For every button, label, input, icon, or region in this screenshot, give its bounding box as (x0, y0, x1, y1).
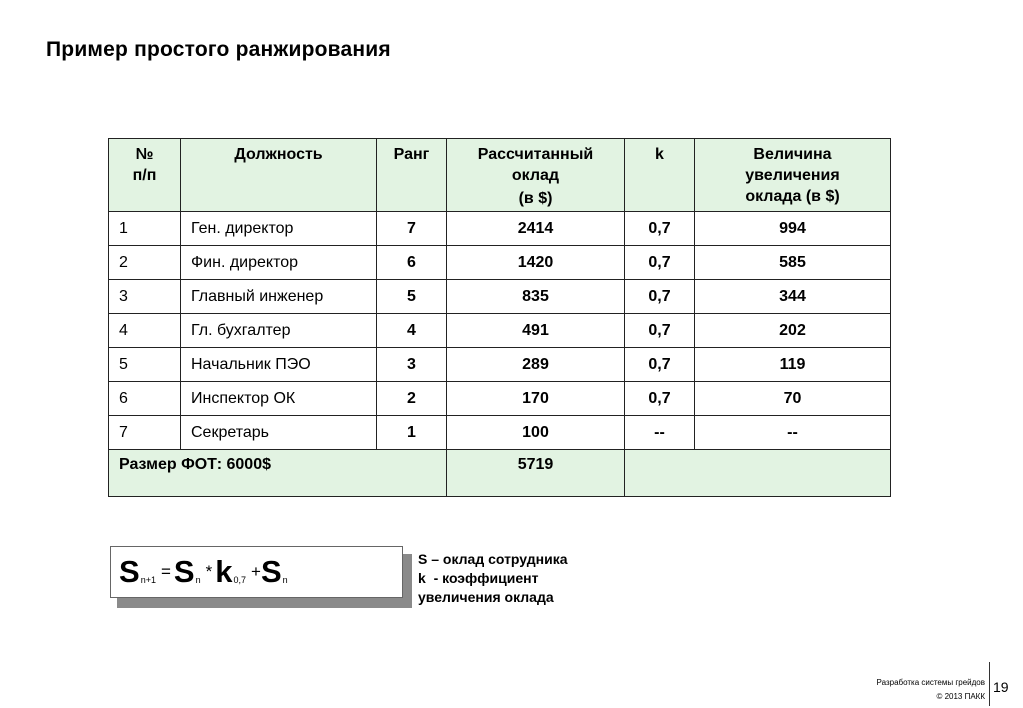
total-empty (625, 450, 891, 497)
row-k: 0,7 (625, 212, 695, 246)
header-increase (695, 139, 891, 212)
row-rank: 2 (377, 382, 447, 416)
row-increase: 994 (695, 212, 891, 246)
formula-mul: * (205, 562, 213, 581)
row-k: 0,7 (625, 382, 695, 416)
header-salary (447, 139, 625, 212)
footer (877, 676, 985, 704)
formula-s3: S (260, 554, 282, 589)
table-row (109, 314, 891, 348)
legend-line-2: k - коэффициент (418, 570, 539, 586)
footer-divider (989, 662, 990, 706)
footer-copyright: © 2013 ПАКК (936, 692, 985, 701)
legend-line-3: увеличения оклада (418, 589, 554, 605)
row-salary: 100 (447, 416, 625, 450)
formula-plus: + (251, 562, 261, 581)
page-number: 19 (993, 679, 1009, 695)
formula-s1: S (119, 554, 140, 589)
formula-eq: = (160, 562, 171, 581)
row-k: 0,7 (625, 280, 695, 314)
table-row (109, 348, 891, 382)
row-k: -- (625, 416, 695, 450)
formula-sub-k: 0,7 (233, 575, 246, 585)
row-increase: 119 (695, 348, 891, 382)
table-row (109, 280, 891, 314)
row-position: Гл. бухгалтер (181, 314, 377, 348)
row-num: 1 (109, 212, 181, 246)
header-salary-line3: (в $) (518, 190, 553, 207)
page-title: Пример простого ранжирования (46, 38, 391, 61)
row-k: 0,7 (625, 348, 695, 382)
header-increase-line1: Величина (753, 146, 832, 163)
formula-k: k (215, 554, 233, 589)
row-k: 0,7 (625, 314, 695, 348)
row-num: 6 (109, 382, 181, 416)
row-num: 2 (109, 246, 181, 280)
ranking-table (108, 138, 891, 497)
header-salary-line2: оклад (511, 167, 560, 184)
header-num (109, 139, 181, 212)
table-row (109, 246, 891, 280)
row-increase: 585 (695, 246, 891, 280)
row-salary: 835 (447, 280, 625, 314)
row-rank: 6 (377, 246, 447, 280)
formula-legend (418, 550, 567, 607)
row-rank: 5 (377, 280, 447, 314)
header-increase-line3: оклада (в $) (745, 188, 840, 205)
row-position: Фин. директор (181, 246, 377, 280)
row-salary: 1420 (447, 246, 625, 280)
row-position: Секретарь (181, 416, 377, 450)
row-rank: 3 (377, 348, 447, 382)
formula-s2: S (173, 554, 195, 589)
row-position: Главный инженер (181, 280, 377, 314)
row-salary: 491 (447, 314, 625, 348)
table-header-row (109, 139, 891, 212)
formula-box (110, 546, 403, 598)
row-rank: 1 (377, 416, 447, 450)
row-rank: 4 (377, 314, 447, 348)
row-k: 0,7 (625, 246, 695, 280)
formula-sub-n: n (195, 575, 201, 585)
total-label: Размер ФОТ: 6000$ (109, 450, 447, 497)
total-row (109, 450, 891, 497)
header-num-line2: п/п (132, 167, 157, 184)
row-increase: 202 (695, 314, 891, 348)
row-salary: 289 (447, 348, 625, 382)
row-increase: -- (695, 416, 891, 450)
header-num-line1: № (135, 146, 154, 163)
footer-caption: Разработка системы грейдов (876, 678, 985, 687)
row-increase: 344 (695, 280, 891, 314)
row-rank: 7 (377, 212, 447, 246)
row-salary: 2414 (447, 212, 625, 246)
row-num: 5 (109, 348, 181, 382)
total-salary: 5719 (447, 450, 625, 497)
header-k: k (625, 139, 695, 212)
row-position: Ген. директор (181, 212, 377, 246)
header-increase-line2: увеличения (745, 167, 840, 184)
header-salary-line1: Рассчитанный (477, 146, 594, 163)
row-position: Начальник ПЭО (181, 348, 377, 382)
table-row (109, 416, 891, 450)
row-num: 4 (109, 314, 181, 348)
row-num: 7 (109, 416, 181, 450)
formula-sub-n-2: n (282, 575, 288, 585)
table-row (109, 382, 891, 416)
row-salary: 170 (447, 382, 625, 416)
table-row (109, 212, 891, 246)
formula-sub-n1: n+1 (140, 575, 156, 585)
legend-line-1: S – оклад сотрудника (418, 551, 568, 567)
header-rank: Ранг (377, 139, 447, 212)
row-num: 3 (109, 280, 181, 314)
row-increase: 70 (695, 382, 891, 416)
row-position: Инспектор ОК (181, 382, 377, 416)
header-position: Должность (181, 139, 377, 212)
